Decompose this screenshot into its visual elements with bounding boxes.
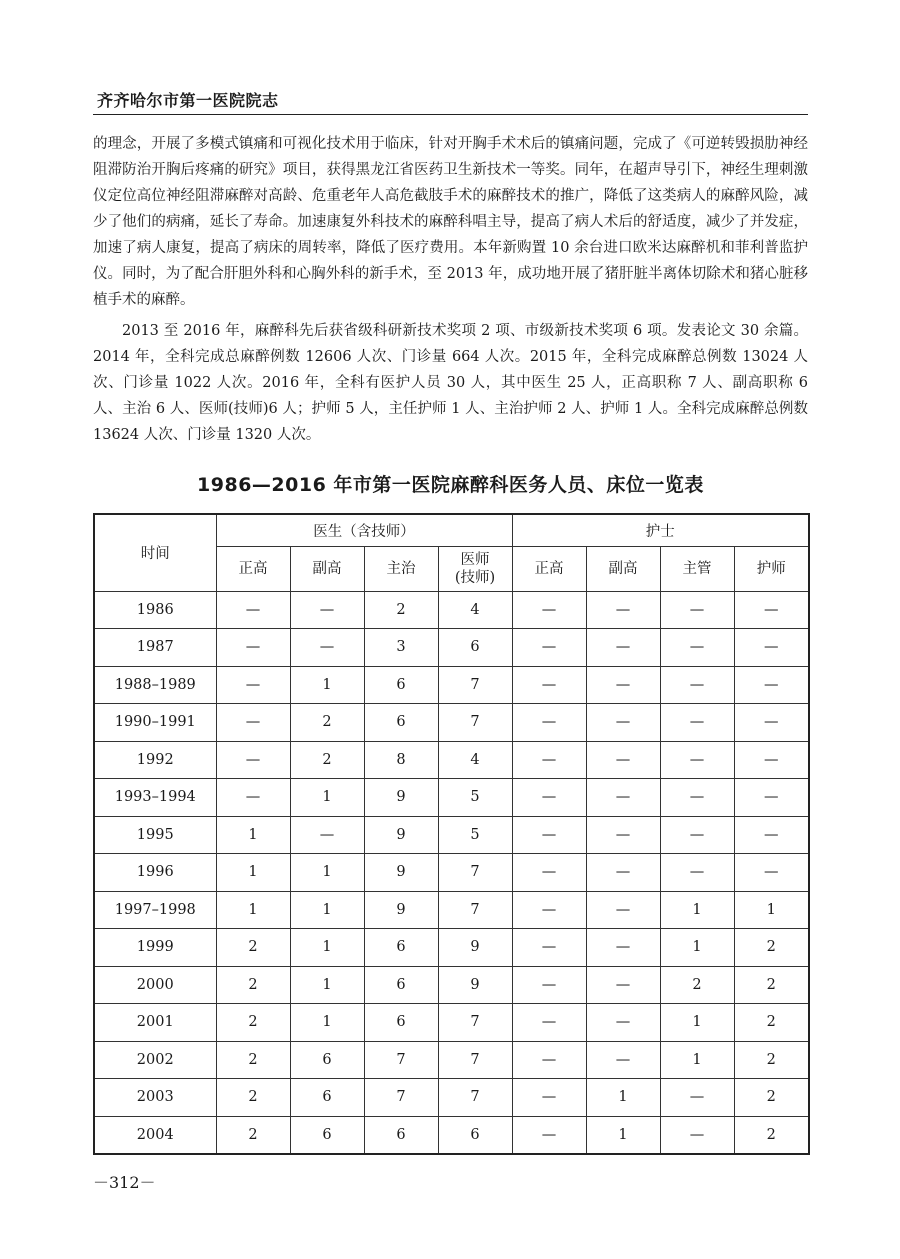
table-cell: — [660, 854, 734, 892]
table-cell: 9 [438, 966, 512, 1004]
table-cell: 7 [438, 704, 512, 742]
column-header-time: 时间 [94, 514, 216, 591]
table-cell: 1 [660, 1004, 734, 1042]
table-cell-time: 1990–1991 [94, 704, 216, 742]
table-cell: — [660, 1116, 734, 1154]
table-row [94, 779, 809, 817]
table-cell: 1 [290, 779, 364, 817]
table-cell: 1 [290, 666, 364, 704]
table-cell: — [512, 891, 586, 929]
table-cell: 7 [438, 1041, 512, 1079]
table-cell: 8 [364, 741, 438, 779]
table-cell: 7 [438, 1004, 512, 1042]
table-cell: — [512, 816, 586, 854]
table-cell: — [734, 704, 809, 742]
table-cell: — [216, 666, 290, 704]
table-cell: 2 [364, 591, 438, 629]
table-cell: 1 [290, 1004, 364, 1042]
table-cell: 1 [660, 1041, 734, 1079]
table-cell: — [512, 1004, 586, 1042]
header-rule [93, 114, 808, 115]
table-cell: 2 [734, 929, 809, 967]
table-cell-time: 1993–1994 [94, 779, 216, 817]
table-cell: 6 [438, 629, 512, 667]
table-cell: — [216, 704, 290, 742]
table-row [94, 1041, 809, 1079]
table-cell: 4 [438, 741, 512, 779]
table-cell-time: 1999 [94, 929, 216, 967]
table-cell: — [512, 1041, 586, 1079]
table-cell: 6 [290, 1041, 364, 1079]
table-cell: 6 [290, 1116, 364, 1154]
table-row [94, 704, 809, 742]
table-cell: 2 [216, 929, 290, 967]
table-cell: — [586, 741, 660, 779]
table-cell: 7 [438, 1079, 512, 1117]
table-row [94, 666, 809, 704]
table-cell: 1 [216, 891, 290, 929]
table-cell: — [512, 854, 586, 892]
table-cell: — [512, 741, 586, 779]
table-cell: — [586, 929, 660, 967]
table-cell: — [660, 1079, 734, 1117]
table-row [94, 629, 809, 667]
table-cell: 9 [364, 779, 438, 817]
page-number: －312－ [93, 1173, 156, 1192]
table-cell: — [586, 816, 660, 854]
column-header-doctor-attending: 主治 [364, 546, 438, 591]
table-cell-time: 2001 [94, 1004, 216, 1042]
table-cell: 2 [734, 1116, 809, 1154]
table-cell-time: 1988–1989 [94, 666, 216, 704]
table-cell-time: 2003 [94, 1079, 216, 1117]
body-paragraph-2: 2013 至 2016 年，麻醉科先后获省级科研新技术奖项 2 项、市级新技术奖项 6 项。发表论文 30 余篇。2014 年，全科完成总麻醉例数 12606 人次、门诊量 664 人次。2015 年，全科完成麻醉总例数 13024 人次、门诊量 1022 人次。2016 年，全科有医护人员 30 人，其中医生 25 人，正高职称 7 人、副高职称 6 人、主治 6 人、医师(技师)6 人；护师 5 人，主任护师 1 人、主治护师 2 人、护师 1 人。全科完成麻醉总例数 13624 人次、门诊量 1320 人次。 [93, 323, 808, 443]
table-cell: 5 [438, 816, 512, 854]
table-cell: — [290, 629, 364, 667]
table-cell: — [290, 816, 364, 854]
column-header-doctor-senior: 正高 [216, 546, 290, 591]
table-cell: 1 [290, 891, 364, 929]
table-cell: — [512, 1116, 586, 1154]
table-cell: — [290, 591, 364, 629]
table-row [94, 741, 809, 779]
table-cell: — [216, 629, 290, 667]
column-header-doctor-associate: 副高 [290, 546, 364, 591]
table-cell: 9 [438, 929, 512, 967]
table-row [94, 816, 809, 854]
column-header-physician-line2: (技师) [454, 569, 496, 586]
table-cell: 7 [438, 854, 512, 892]
table-cell-time: 1986 [94, 591, 216, 629]
column-header-nurse-associate: 副高 [586, 546, 660, 591]
table-cell-time: 2002 [94, 1041, 216, 1079]
table-cell: 1 [734, 891, 809, 929]
table-cell: 2 [734, 966, 809, 1004]
column-group-doctor: 医生（含技师） [216, 514, 512, 546]
table-cell: — [512, 629, 586, 667]
table-cell: — [512, 929, 586, 967]
table-cell: 2 [216, 1116, 290, 1154]
table-row [94, 929, 809, 967]
table-cell: — [216, 591, 290, 629]
table-cell: 7 [438, 666, 512, 704]
table-cell: — [734, 591, 809, 629]
table-cell-time: 2004 [94, 1116, 216, 1154]
table-cell: 6 [290, 1079, 364, 1117]
column-header-nurse-senior: 正高 [512, 546, 586, 591]
table-cell: 1 [216, 854, 290, 892]
table-cell: — [660, 741, 734, 779]
table-cell: — [660, 779, 734, 817]
table-cell: 5 [438, 779, 512, 817]
table-row [94, 1004, 809, 1042]
table-cell: 1 [586, 1116, 660, 1154]
table-cell: — [586, 779, 660, 817]
table-cell: 1 [290, 966, 364, 1004]
table-cell: 6 [364, 1116, 438, 1154]
table-cell: — [586, 966, 660, 1004]
table-cell: 3 [364, 629, 438, 667]
table-cell: — [734, 666, 809, 704]
table-cell: — [512, 966, 586, 1004]
table-cell: — [734, 816, 809, 854]
table-cell: 9 [364, 854, 438, 892]
table-row [94, 966, 809, 1004]
staff-table [93, 513, 810, 1155]
table-cell: 1 [216, 816, 290, 854]
table-cell: — [660, 666, 734, 704]
table-cell: 2 [660, 966, 734, 1004]
table-title: 1986—2016 年市第一医院麻醉科医务人员、床位一览表 [197, 474, 704, 496]
column-group-nurse: 护士 [512, 514, 809, 546]
table-row [94, 1116, 809, 1154]
table-cell: 2 [734, 1079, 809, 1117]
table-row [94, 891, 809, 929]
table-cell: — [586, 891, 660, 929]
table-cell: — [660, 816, 734, 854]
table-cell-time: 1995 [94, 816, 216, 854]
table-cell: 6 [364, 1004, 438, 1042]
table-cell-time: 1987 [94, 629, 216, 667]
table-cell: — [734, 854, 809, 892]
table-cell: 9 [364, 891, 438, 929]
table-cell: 1 [290, 929, 364, 967]
column-header-doctor-physician [438, 546, 512, 591]
table-cell: 6 [364, 666, 438, 704]
table-cell: — [586, 591, 660, 629]
table-header-row-1 [94, 514, 809, 546]
table-cell: — [734, 629, 809, 667]
table-cell: 2 [216, 966, 290, 1004]
table-row [94, 854, 809, 892]
table-row [94, 1079, 809, 1117]
table-cell: — [512, 591, 586, 629]
column-header-nurse-supervisor: 主管 [660, 546, 734, 591]
table-cell: — [216, 741, 290, 779]
table-cell: — [660, 629, 734, 667]
table-cell: — [586, 666, 660, 704]
column-header-nurse-practitioner: 护师 [734, 546, 809, 591]
table-cell: 6 [438, 1116, 512, 1154]
table-cell-time: 1992 [94, 741, 216, 779]
table-cell: — [512, 704, 586, 742]
table-cell: — [512, 666, 586, 704]
table-cell: 2 [216, 1004, 290, 1042]
table-cell: — [512, 1079, 586, 1117]
body-paragraph-1: 的理念，开展了多模式镇痛和可视化技术用于临床，针对开胸手术术后的镇痛问题，完成了《可逆转毁损肋神经阻滞防治开胸后疼痛的研究》项目，获得黑龙江省医药卫生新技术一等奖。同年，在超声导引下，神经生理刺激仪定位高位神经阻滞麻醉对高龄、危重老年人高危截肢手术的麻醉技术的推广，降低了这类病人的麻醉风险，减少了他们的病痛，延长了寿命。加速康复外科技术的麻醉科唱主导，提高了病人术后的舒适度，减少了并发症，加速了病人康复，提高了病床的周转率，降低了医疗费用。本年新购置 10 余台进口欧米达麻醉机和菲利普监护仪。同时，为了配合肝胆外科和心胸外科的新手术，至 2013 年，成功地开展了猪肝脏半离体切除术和猪心脏移植手术的麻醉。 [93, 136, 808, 308]
table-cell: — [586, 854, 660, 892]
table-cell: 6 [364, 966, 438, 1004]
table-cell: 2 [290, 704, 364, 742]
table-cell: 9 [364, 816, 438, 854]
table-cell: 2 [290, 741, 364, 779]
table-cell-time: 1997–1998 [94, 891, 216, 929]
table-cell: 1 [290, 854, 364, 892]
table-cell: 2 [216, 1041, 290, 1079]
table-cell: — [734, 741, 809, 779]
table-cell: — [512, 779, 586, 817]
table-cell: 6 [364, 704, 438, 742]
table-cell: 4 [438, 591, 512, 629]
table-cell: — [586, 1004, 660, 1042]
table-cell: 1 [660, 929, 734, 967]
table-cell: — [586, 704, 660, 742]
table-cell-time: 2000 [94, 966, 216, 1004]
table-cell: 6 [364, 929, 438, 967]
table-cell: — [586, 629, 660, 667]
table-cell: — [660, 591, 734, 629]
table-cell: — [216, 779, 290, 817]
book-title: 齐齐哈尔市第一医院院志 [97, 91, 279, 110]
table-cell: 2 [734, 1041, 809, 1079]
table-cell: 7 [364, 1041, 438, 1079]
table-cell: 1 [586, 1079, 660, 1117]
table-row [94, 591, 809, 629]
table-cell-time: 1996 [94, 854, 216, 892]
column-header-physician-line1: 医师 [460, 551, 490, 568]
table-cell: — [660, 704, 734, 742]
table-cell: — [586, 1041, 660, 1079]
table-cell: 7 [438, 891, 512, 929]
table-cell: 2 [216, 1079, 290, 1117]
table-cell: — [734, 779, 809, 817]
table-cell: 1 [660, 891, 734, 929]
table-cell: 2 [734, 1004, 809, 1042]
table-cell: 7 [364, 1079, 438, 1117]
